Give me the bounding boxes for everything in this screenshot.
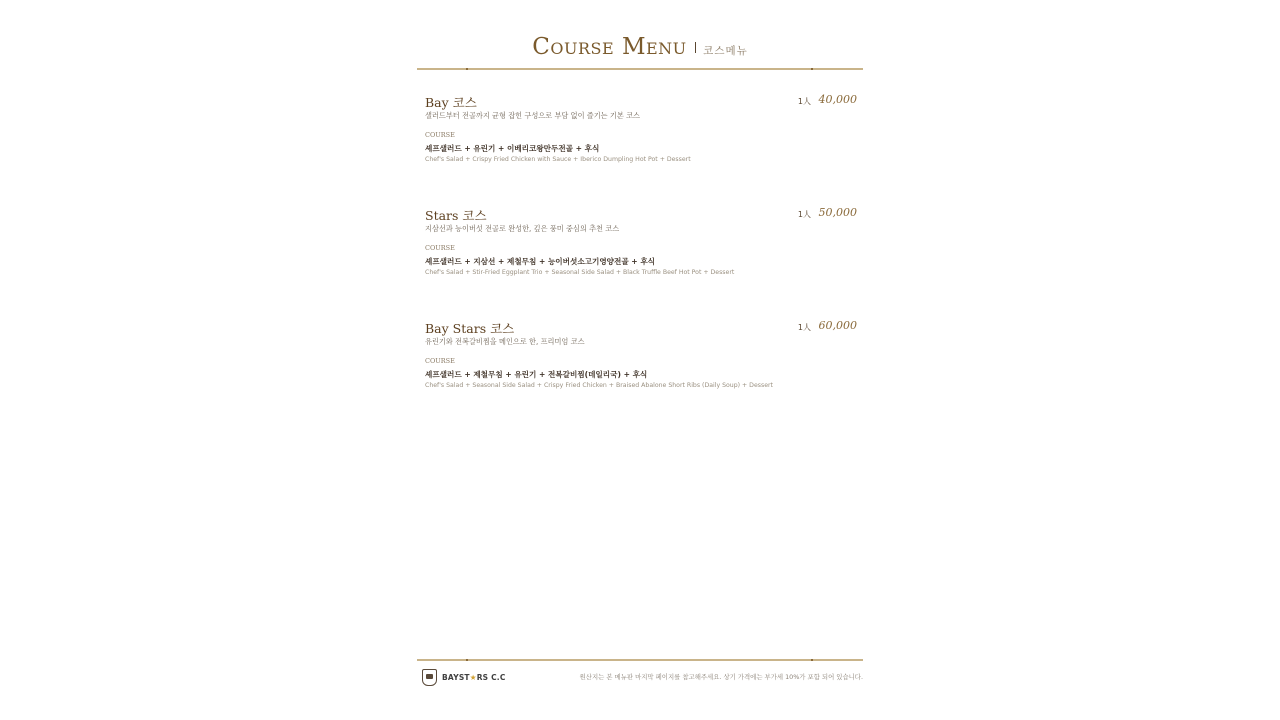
course-items-korean: 셰프샐러드 + 유린기 + 이베리코왕만두전골 + 후식	[425, 144, 600, 153]
course-description: 지삼선과 능이버섯 전골로 완성한, 깊은 풍미 중심의 추천 코스	[425, 224, 620, 233]
club-logo	[422, 668, 506, 686]
divider-ornament	[466, 659, 468, 661]
course-label: COURSE	[425, 357, 455, 365]
page-title-korean: 코스메뉴	[703, 45, 748, 57]
course-name: Bay 코스	[425, 95, 477, 110]
logo-wordmark: BAYST★RS C.C	[442, 672, 506, 682]
course-quantity: 1人	[797, 97, 811, 106]
course-description: 유린기와 전복갈비찜을 메인으로 한, 프리미엄 코스	[425, 337, 585, 346]
course-label: COURSE	[425, 244, 455, 252]
course-items-korean: 셰프샐러드 + 제철무침 + 유린기 + 전복갈비찜(데일리국) + 후식	[425, 370, 648, 379]
course-description: 샐러드부터 전골까지 균형 잡힌 구성으로 부담 없이 즐기는 기본 코스	[425, 111, 640, 120]
course-quantity: 1人	[797, 210, 811, 219]
shield-icon	[422, 669, 437, 686]
course-items-korean: 셰프샐러드 + 지삼선 + 제철무침 + 능이버섯소고기영양전골 + 후식	[425, 257, 655, 266]
footer-note: 원산지는 본 메뉴판 마지막 페이지를 참고해주세요. 상기 가격에는 부가세 10%가 포함 되어 있습니다.	[579, 673, 863, 681]
menu-header	[417, 34, 863, 60]
course-price: 40,000	[818, 93, 857, 106]
course-label: COURSE	[425, 131, 455, 139]
menu-page	[417, 0, 863, 720]
divider-ornament	[811, 68, 813, 70]
divider-ornament	[466, 68, 468, 70]
course-price: 50,000	[818, 206, 857, 219]
course-items-english: Chef's Salad + Seasonal Side Salad + Crispy Fried Chicken + Braised Abalone Short Ribs (Daily Soup) + Dessert	[425, 382, 773, 389]
top-divider	[417, 68, 863, 70]
course-name: Stars 코스	[425, 208, 487, 223]
star-icon: ★	[469, 672, 477, 682]
course-items-english: Chef's Salad + Crispy Fried Chicken with Sauce + Iberico Dumpling Hot Pot + Dessert	[425, 156, 691, 163]
divider-ornament	[811, 659, 813, 661]
title-divider	[695, 42, 697, 53]
page-title: Course Menu	[532, 34, 687, 60]
course-name: Bay Stars 코스	[425, 321, 515, 336]
course-price: 60,000	[818, 319, 857, 332]
bottom-divider	[417, 659, 863, 661]
course-items-english: Chef's Salad + Stir-Fried Eggplant Trio + Seasonal Side Salad + Black Truffle Beef Hot Pot + Dessert	[425, 269, 735, 276]
course-quantity: 1人	[797, 323, 811, 332]
